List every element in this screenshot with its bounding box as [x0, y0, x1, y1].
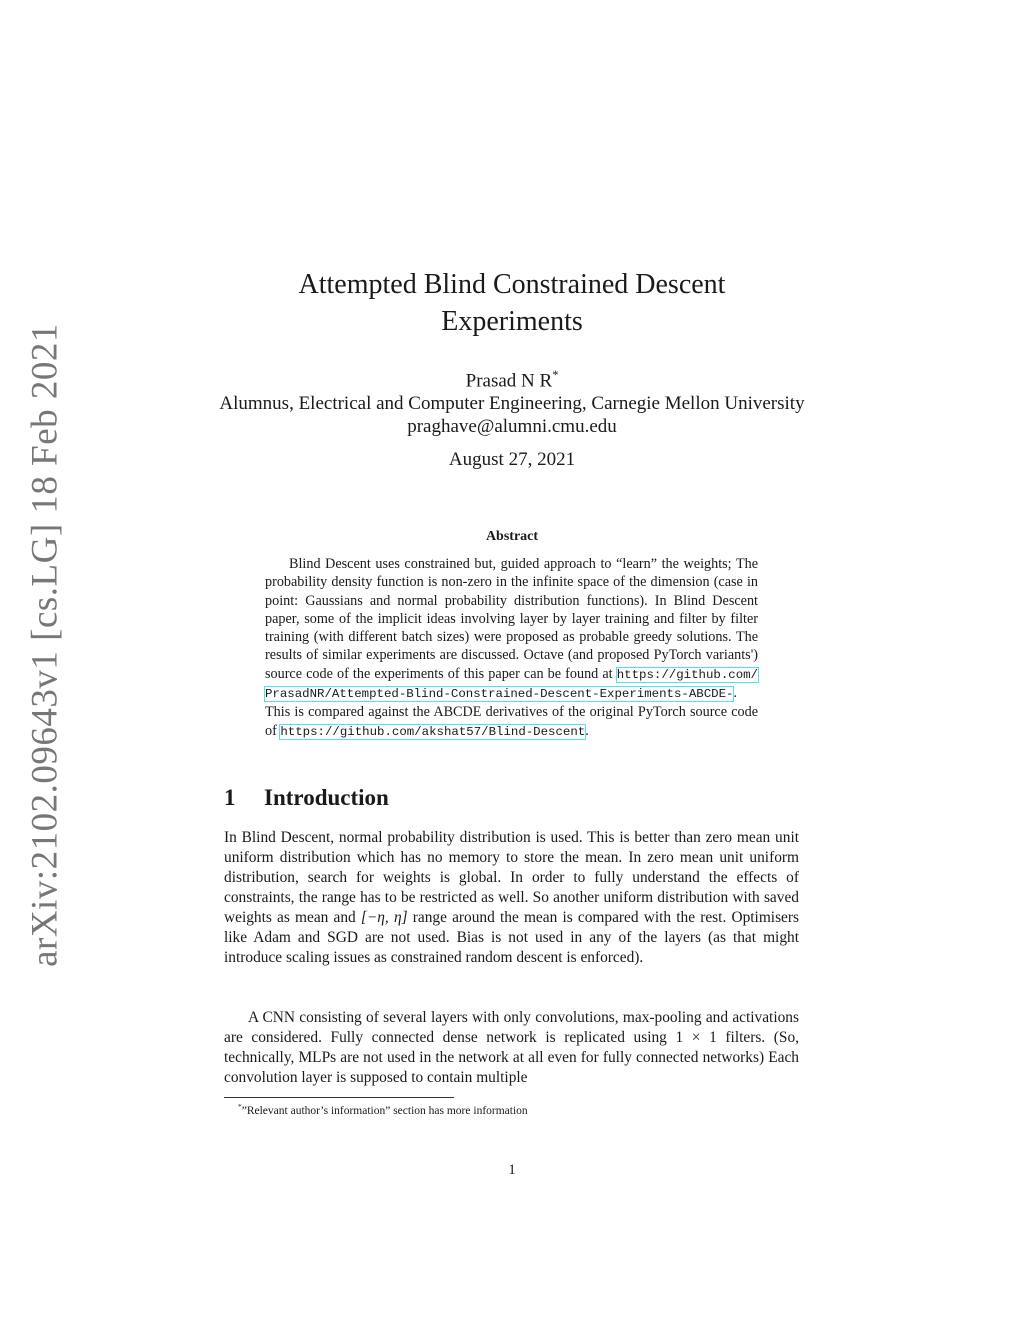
author-email: praghave@alumni.cmu.edu	[407, 416, 617, 438]
abstract-text-2: . This is compared against the ABCDE derivatives of the original PyTorch source code of	[265, 685, 758, 739]
footnote-text: ”Relevant author’s information” section has more information	[241, 1104, 528, 1117]
p1-math: [−η, η]	[360, 909, 408, 926]
title-line-2: Experiments	[441, 306, 583, 337]
abstract-heading: Abstract	[485, 529, 539, 544]
footnote-divider	[224, 1097, 454, 1098]
p2-math: 1 × 1	[675, 1029, 717, 1046]
abstract-body	[265, 555, 758, 741]
abstract-text-1: Blind Descent uses constrained but, guided approach to “learn” the weights; The probability density function is non-zero in the infinite space of the dimension (case in point: Gaussians and normal probability distribution functions). In Blind Descent paper, some of the implicit ideas involving layer by layer training and filter by filter training (with different batch sizes) were proposed as probable greedy solutions. The results of similar experiments are discussed. Octave (and proposed PyTorch variants') source code of the experiments of this paper can be found at	[265, 556, 758, 682]
p2-text-2: filters. (So, technically, MLPs are not used in the network at all even for fully connected networks) Each convolution layer is supposed to contain multiple	[224, 1029, 800, 1086]
repo-link-abcde[interactable]: https://github.com/PrasadNR/Attempted-Blind-Constrained-Descent-Experiments-ABCDE-	[265, 667, 758, 702]
paper-title	[262, 266, 762, 340]
author-block	[212, 364, 812, 438]
page-number: 1	[508, 1162, 516, 1178]
p1-text-1: In Blind Descent, normal probability distribution is used. This is better than zero mean unit uniform distribution which has no memory to store the mean. In zero mean unit uniform distribution, search for weights is global. In order to fully understand the effects of constraints, the range has to be restricted as well. So another uniform distribution with saved weights as mean and	[224, 829, 799, 926]
paper-date: August 27, 2021	[448, 449, 576, 470]
p1-text-2: range around the mean is compared with the rest. Optimisers like Adam and SGD are not used. Bias is not used in any of the layers (as that might introduce scaling issues as constrained random descent is enforced).	[224, 909, 799, 966]
p2-text-1: A CNN consisting of several layers with only convolutions, max-pooling and activations are considered. Fully connected dense network is replicated using	[224, 1009, 799, 1046]
section-number: 1	[224, 785, 236, 810]
author-name: Prasad N R	[465, 370, 553, 392]
section-heading	[224, 785, 389, 811]
footnote-mark: *	[238, 1102, 242, 1111]
abstract-text-3: .	[585, 722, 589, 739]
title-line-1: Attempted Blind Constrained Descent	[298, 269, 726, 300]
section-title: Introduction	[264, 785, 389, 810]
author-affiliation: Alumnus, Electrical and Computer Engineering, Carnegie Mellon University	[219, 393, 805, 415]
arxiv-identifier: arXiv:2102.09643v1 [cs.LG] 18 Feb 2021	[24, 323, 66, 967]
repo-link-blind-descent[interactable]: https://github.com/akshat57/Blind-Descent	[280, 724, 586, 739]
author-footnote-mark: *	[552, 368, 559, 382]
intro-paragraph-1	[224, 828, 799, 968]
author-name-line	[212, 364, 812, 392]
footnote	[238, 1102, 528, 1117]
intro-paragraph-2	[224, 1008, 799, 1088]
